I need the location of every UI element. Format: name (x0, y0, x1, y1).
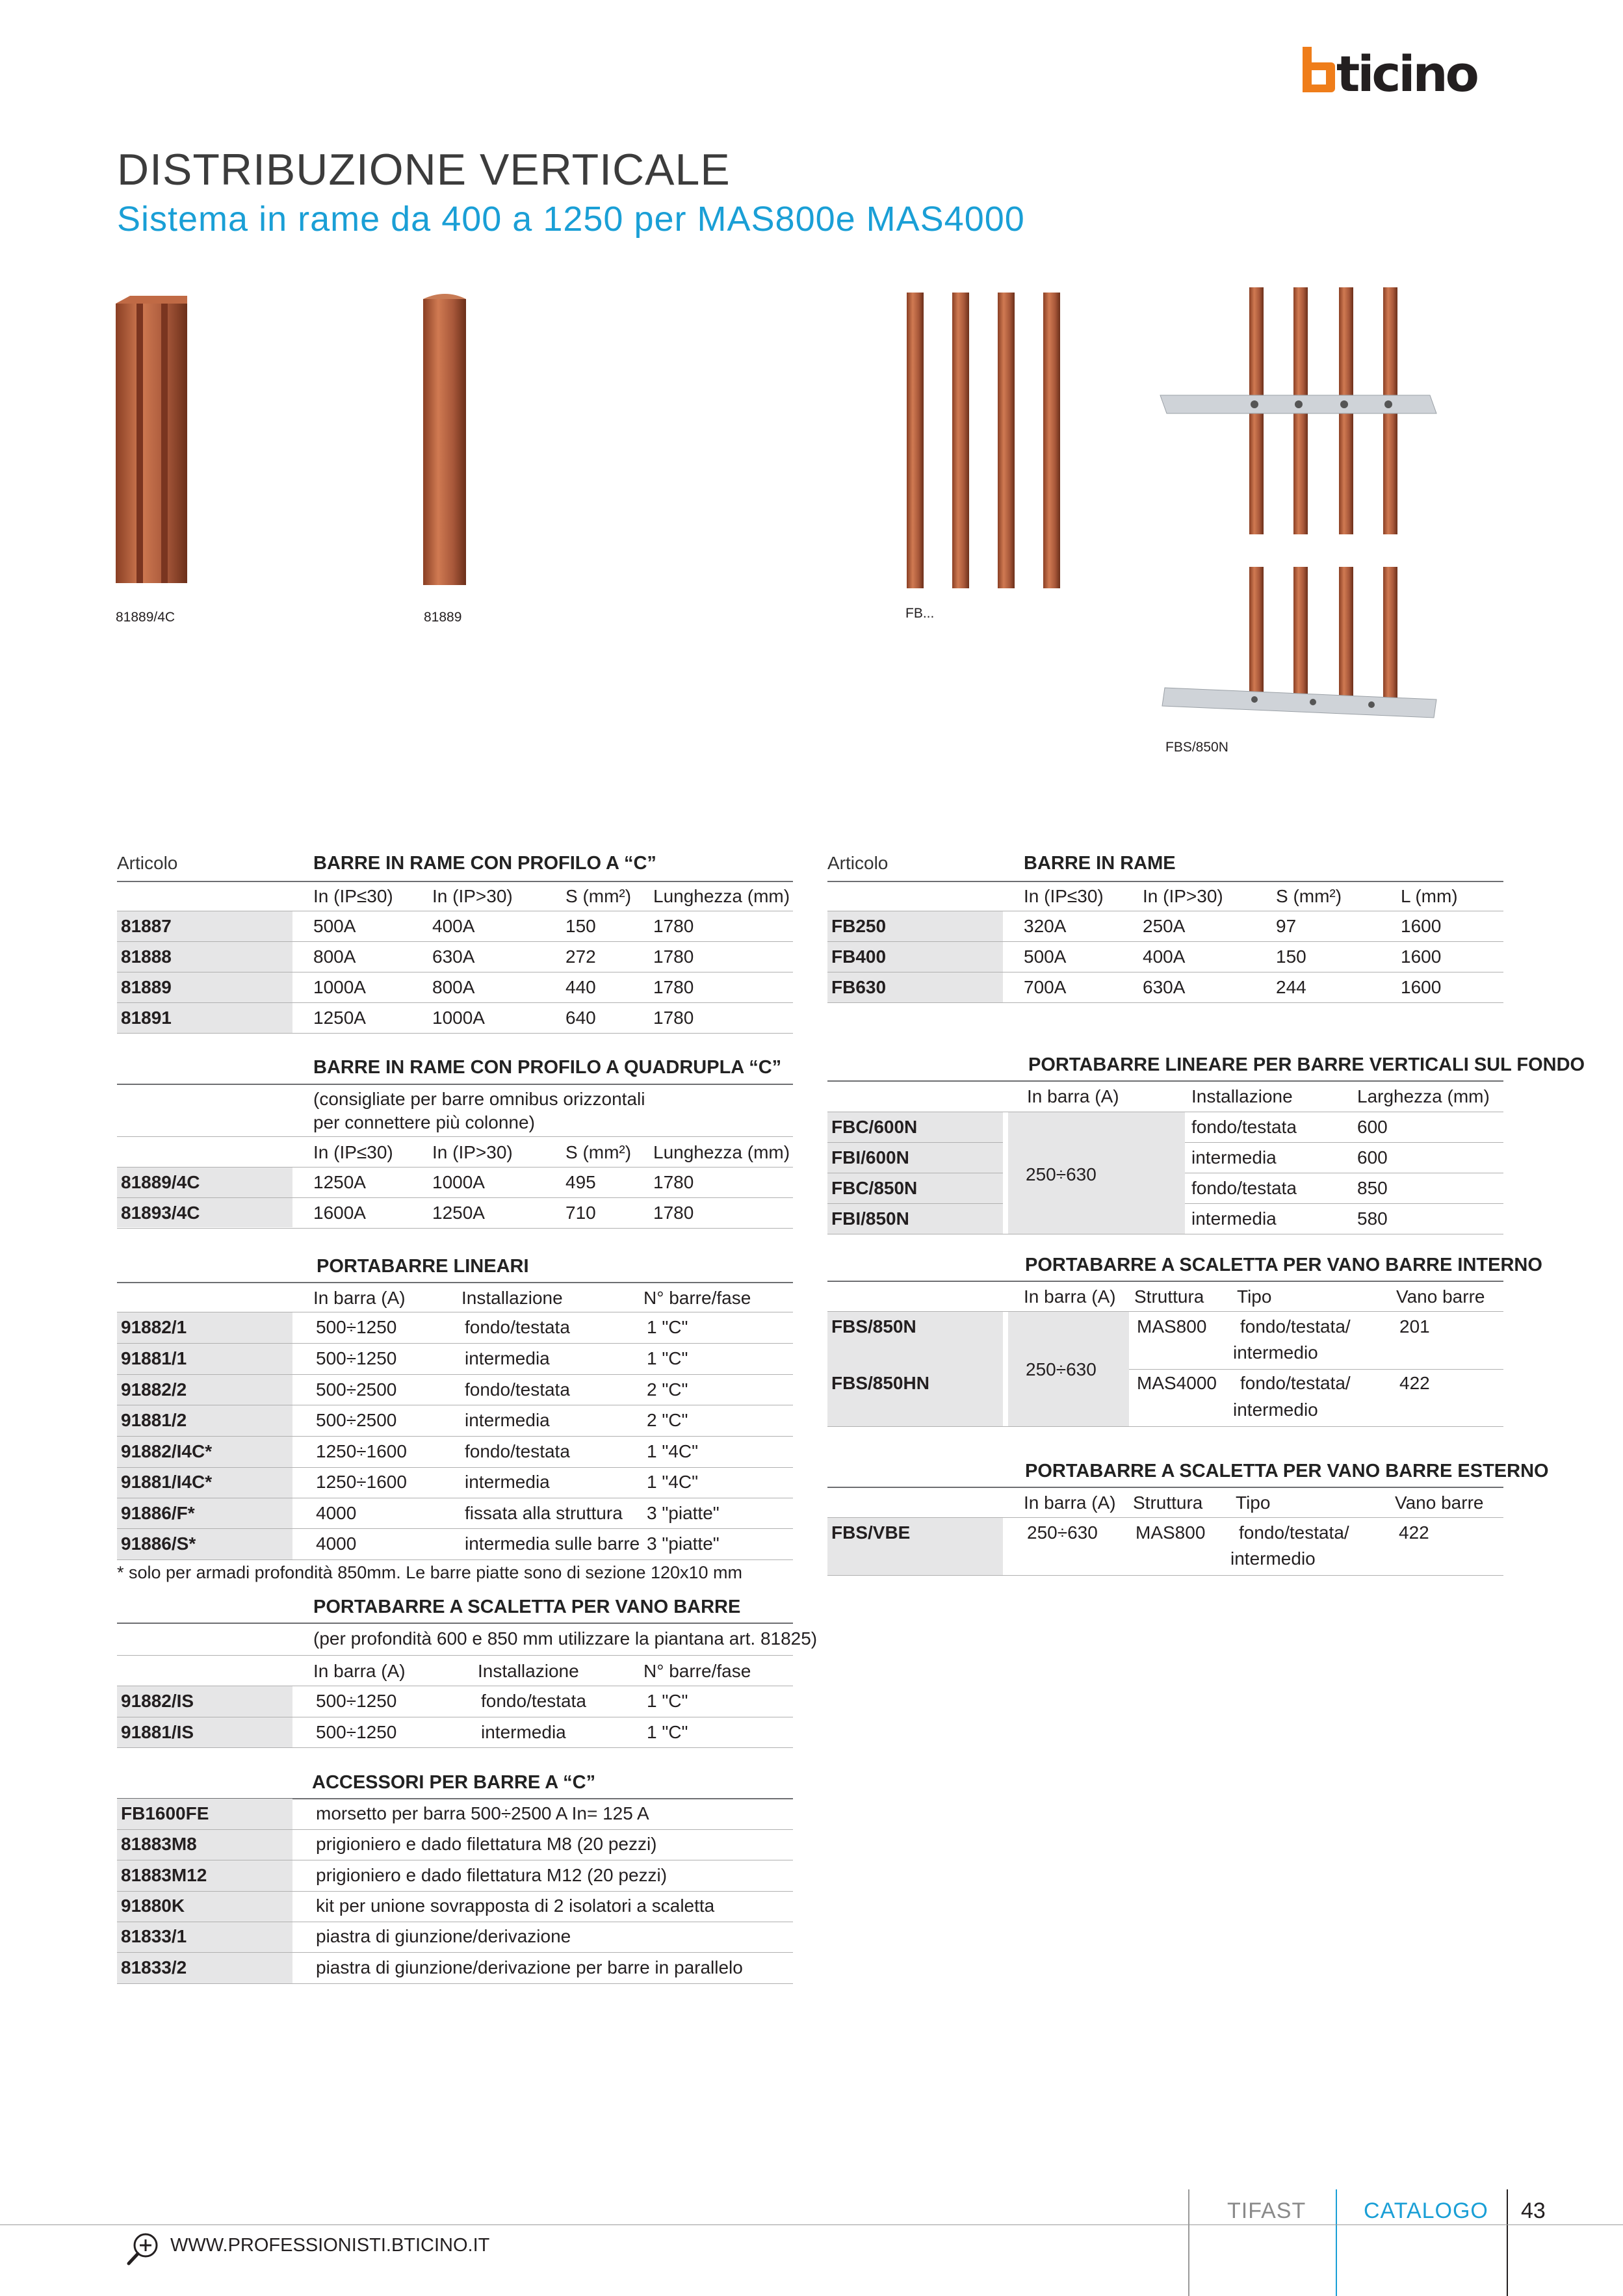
cell: 800A (432, 977, 475, 997)
cell: 600 (1357, 1147, 1388, 1168)
cell: 1 "4C" (647, 1472, 699, 1492)
article-code: 91881/IS (121, 1722, 194, 1742)
cell: 1600 (1401, 977, 1442, 997)
magnifier-plus-icon (125, 2231, 162, 2267)
column-header: In (IP>30) (432, 1142, 513, 1162)
image-caption: FB... (905, 606, 935, 621)
cell: fondo/testata (465, 1317, 570, 1337)
image-caption: 81889/4C (116, 610, 175, 625)
cell: fondo/testata/ (1240, 1373, 1351, 1393)
cell: 3 "piatte" (647, 1533, 720, 1554)
section-title: BARRE IN RAME CON PROFILO A “C” (313, 853, 656, 874)
cell: 640 (565, 1008, 596, 1028)
product-image-81889 (419, 293, 471, 588)
cell: fissata alla struttura (465, 1503, 623, 1523)
section-title: PORTABARRE A SCALETTA PER VANO BARRE ESTERNO (1025, 1461, 1549, 1481)
footer-section: CATALOGO (1364, 2198, 1488, 2223)
column-header: Struttura (1134, 1286, 1204, 1307)
cell: 1780 (653, 977, 694, 997)
page-title: DISTRIBUZIONE VERTICALE (117, 145, 731, 194)
column-header: In barra (A) (1024, 1493, 1116, 1513)
section-title: BARRE IN RAME (1024, 853, 1176, 874)
cell: 97 (1276, 916, 1297, 936)
column-header: Tipo (1236, 1493, 1271, 1513)
article-code: FB250 (831, 916, 887, 936)
cell: fondo/testata (481, 1691, 586, 1711)
cell: 495 (565, 1172, 596, 1192)
cell: 500A (313, 916, 356, 936)
article-code: FBI/850N (831, 1208, 909, 1229)
cell: intermedia sulle barre (465, 1533, 640, 1554)
cell: 3 "piatte" (647, 1503, 720, 1523)
website-link[interactable]: WWW.PROFESSIONISTI.BTICINO.IT (170, 2235, 490, 2256)
column-header: Tipo (1237, 1286, 1272, 1307)
cell: 1780 (653, 916, 694, 936)
column-header: In (IP>30) (1143, 886, 1223, 906)
cell: fondo/testata/ (1240, 1316, 1351, 1337)
cell: MAS800 (1136, 1522, 1206, 1543)
cell: 320A (1024, 916, 1067, 936)
column-header: In barra (A) (1024, 1286, 1116, 1307)
column-header: In barra (A) (313, 1661, 406, 1681)
cell: 710 (565, 1203, 596, 1223)
image-caption: FBS/850N (1165, 740, 1228, 755)
cell: 201 (1399, 1316, 1430, 1337)
cell: 500÷1250 (316, 1691, 397, 1711)
svg-text:ticino: ticino (1336, 47, 1477, 92)
cell: 1 "C" (647, 1317, 688, 1337)
cell: 2 "C" (647, 1379, 688, 1400)
cell: MAS800 (1137, 1316, 1207, 1337)
cell: 600 (1357, 1117, 1388, 1137)
article-code: FBS/850HN (831, 1373, 929, 1393)
article-code: 91881/1 (121, 1348, 187, 1368)
cell: 500÷1250 (316, 1722, 397, 1742)
column-header: Installazione (461, 1288, 563, 1308)
article-code: 81883M12 (121, 1865, 207, 1885)
cell: 630A (1143, 977, 1186, 997)
section-title: PORTABARRE A SCALETTA PER VANO BARRE (313, 1597, 741, 1617)
column-header: In (IP>30) (432, 886, 513, 906)
cell: 4000 (316, 1503, 357, 1523)
cell: 580 (1357, 1208, 1388, 1229)
cell: 1780 (653, 946, 694, 967)
cell: 1250A (313, 1172, 366, 1192)
cell: 422 (1399, 1373, 1430, 1393)
cell: 1 "4C" (647, 1441, 699, 1461)
product-image-fb (900, 293, 1063, 592)
cell: intermedia (465, 1472, 550, 1492)
cell: 1780 (653, 1203, 694, 1223)
cell: fondo/testata (1191, 1117, 1297, 1137)
article-code: 91881/2 (121, 1410, 187, 1430)
cell: piastra di giunzione/derivazione (316, 1926, 571, 1946)
article-code: FB400 (831, 946, 887, 967)
cell: 1600 (1401, 946, 1442, 967)
column-header: N° barre/fase (643, 1288, 751, 1308)
cell: 250A (1143, 916, 1186, 936)
cell: intermedia (465, 1410, 550, 1430)
article-code: 91881/I4C* (121, 1472, 213, 1492)
cell: intermedio (1233, 1342, 1318, 1363)
article-code: 81893/4C (121, 1203, 200, 1223)
cell: 500÷2500 (316, 1410, 397, 1430)
cell: 1 "C" (647, 1691, 688, 1711)
cell: 272 (565, 946, 596, 967)
cell: 500÷2500 (316, 1379, 397, 1400)
cell: 440 (565, 977, 596, 997)
cell: 2 "C" (647, 1410, 688, 1430)
cell: fondo/testata (465, 1441, 570, 1461)
cell: 1780 (653, 1172, 694, 1192)
article-header: Articolo (117, 853, 178, 873)
cell: intermedia (481, 1722, 566, 1742)
cell: 422 (1399, 1522, 1429, 1543)
table-note: per connettere più colonne) (313, 1112, 535, 1132)
column-header: S (mm²) (1276, 886, 1342, 906)
column-header: Installazione (478, 1661, 579, 1681)
article-code: 91886/S* (121, 1533, 196, 1554)
article-code: FB1600FE (121, 1803, 209, 1823)
footnote: * solo per armadi profondità 850mm. Le barre piatte sono di sezione 120x10 mm (117, 1563, 743, 1582)
column-header: In (IP≤30) (1024, 886, 1104, 906)
cell: 800A (313, 946, 356, 967)
cell: 244 (1276, 977, 1306, 997)
article-code: 81889/4C (121, 1172, 200, 1192)
cell: prigioniero e dado filettatura M8 (20 pezzi) (316, 1834, 657, 1854)
cell: fondo/testata (465, 1379, 570, 1400)
column-header: L (mm) (1401, 886, 1458, 906)
cell: 1250÷1600 (316, 1441, 407, 1461)
cell: 630A (432, 946, 475, 967)
cell: 150 (565, 916, 596, 936)
cell: 1 "C" (647, 1722, 688, 1742)
article-code: 81887 (121, 916, 172, 936)
article-code: 81889 (121, 977, 172, 997)
article-code: 91882/IS (121, 1691, 194, 1711)
section-title: ACCESSORI PER BARRE A “C” (312, 1772, 596, 1793)
cell: 1000A (432, 1008, 485, 1028)
column-header: In (IP≤30) (313, 1142, 393, 1162)
cell: fondo/testata/ (1239, 1522, 1349, 1543)
cell: 1780 (653, 1008, 694, 1028)
cell: piastra di giunzione/derivazione per barre in parallelo (316, 1957, 743, 1977)
cell: 1600A (313, 1203, 366, 1223)
column-header: Vano barre (1396, 1286, 1485, 1307)
cell: 400A (1143, 946, 1186, 967)
article-code: 91882/1 (121, 1317, 187, 1337)
column-header: Struttura (1133, 1493, 1203, 1513)
cell: 700A (1024, 977, 1067, 997)
product-image-81889-4c (110, 296, 195, 588)
article-code: 91882/I4C* (121, 1441, 213, 1461)
column-header: Installazione (1191, 1086, 1293, 1106)
table-note: (per profondità 600 e 850 mm utilizzare la piantana art. 81825) (313, 1628, 818, 1649)
cell: 150 (1276, 946, 1306, 967)
cell: kit per unione sovrapposta di 2 isolatori a scaletta (316, 1896, 715, 1916)
cell: 500÷1250 (316, 1317, 397, 1337)
column-header: S (mm²) (565, 886, 632, 906)
cell: intermedia (1191, 1147, 1277, 1168)
article-code: FBI/600N (831, 1147, 909, 1168)
cell: intermedia (1191, 1208, 1277, 1229)
cell: 1250A (432, 1203, 485, 1223)
table-note: (consigliate per barre omnibus orizzontali (313, 1089, 645, 1109)
article-code: 91880K (121, 1896, 185, 1916)
column-header: In barra (A) (313, 1288, 406, 1308)
article-code: 81888 (121, 946, 172, 967)
section-title: PORTABARRE LINEARI (317, 1256, 529, 1277)
cell: intermedia (465, 1348, 550, 1368)
cell: morsetto per barra 500÷2500 A In= 125 A (316, 1803, 649, 1823)
section-title: BARRE IN RAME CON PROFILO A QUADRUPLA “C” (313, 1057, 782, 1078)
column-header: In (IP≤30) (313, 886, 393, 906)
article-code: FB630 (831, 977, 887, 997)
cell: 250÷630 (1027, 1522, 1098, 1543)
article-code: 81891 (121, 1008, 172, 1028)
article-code: 91886/F* (121, 1503, 195, 1523)
column-header: In barra (A) (1027, 1086, 1119, 1106)
cell: 400A (432, 916, 475, 936)
image-caption: 81889 (424, 610, 462, 625)
article-code: 81883M8 (121, 1834, 197, 1854)
cell: 1250÷1600 (316, 1472, 407, 1492)
column-header: Lunghezza (mm) (653, 1142, 790, 1162)
footer-brand-line: TIFAST (1227, 2198, 1306, 2223)
cell: 500÷1250 (316, 1348, 397, 1368)
column-header: Lunghezza (mm) (653, 886, 790, 906)
cell: fondo/testata (1191, 1178, 1297, 1198)
cell: 1600 (1401, 916, 1442, 936)
cell: prigioniero e dado filettatura M12 (20 pezzi) (316, 1865, 668, 1885)
cell: intermedio (1230, 1548, 1316, 1569)
cell: 1000A (313, 977, 366, 997)
merged-cell: 250÷630 (1026, 1359, 1097, 1379)
cell: 1250A (313, 1008, 366, 1028)
article-code: FBC/850N (831, 1178, 918, 1198)
article-code: FBC/600N (831, 1117, 918, 1137)
article-code: FBS/850N (831, 1316, 916, 1337)
column-header: Vano barre (1395, 1493, 1484, 1513)
cell: MAS4000 (1137, 1373, 1217, 1393)
page-number: 43 (1521, 2198, 1546, 2223)
article-code: 81833/2 (121, 1957, 187, 1977)
article-code: 91882/2 (121, 1379, 187, 1400)
column-header: Larghezza (mm) (1357, 1086, 1490, 1106)
article-header: Articolo (827, 853, 889, 873)
cell: 500A (1024, 946, 1067, 967)
column-header: S (mm²) (565, 1142, 632, 1162)
cell: intermedio (1233, 1400, 1318, 1420)
merged-cell: 250÷630 (1026, 1164, 1097, 1184)
page-subtitle: Sistema in rame da 400 a 1250 per MAS800e MAS4000 (117, 200, 1025, 239)
article-code: 81833/1 (121, 1926, 187, 1946)
column-header: N° barre/fase (643, 1661, 751, 1681)
section-title: PORTABARRE LINEARE PER BARRE VERTICALI SUL FONDO (1028, 1054, 1585, 1075)
cell: 1000A (432, 1172, 485, 1192)
cell: 850 (1357, 1178, 1388, 1198)
brand-logo (1303, 47, 1512, 92)
article-code: FBS/VBE (831, 1522, 911, 1543)
section-title: PORTABARRE A SCALETTA PER VANO BARRE INTERNO (1025, 1255, 1542, 1275)
cell: 1 "C" (647, 1348, 688, 1368)
product-image-fbs-850n (1157, 286, 1443, 735)
cell: 4000 (316, 1533, 357, 1554)
